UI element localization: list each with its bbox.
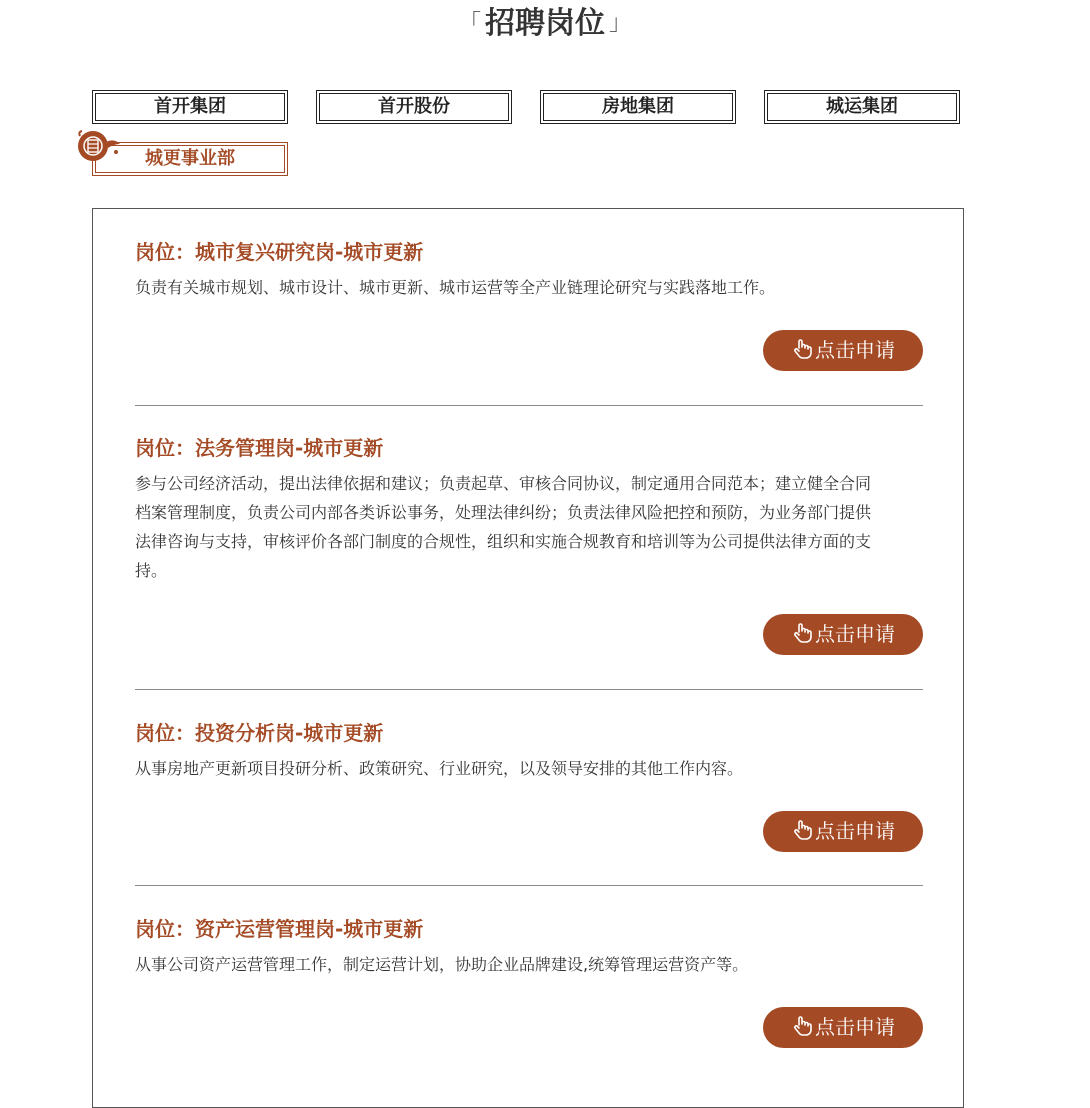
job-title: 岗位：法务管理岗-城市更新 — [135, 436, 384, 460]
apply-button[interactable] — [763, 330, 923, 371]
job-title: 岗位：资产运营管理岗-城市更新 — [135, 917, 424, 941]
job-description: 从事房地产更新项目投研分析、政策研究、行业研究，以及领导安排的其他工作内容。 — [135, 759, 744, 778]
apply-button[interactable] — [763, 811, 923, 852]
apply-button[interactable] — [763, 1007, 923, 1048]
job-description: 负责有关城市规划、城市设计、城市更新、城市运营等全产业链理论研究与实践落地工作。 — [135, 278, 776, 297]
job-item — [135, 433, 923, 585]
job-item — [135, 718, 923, 783]
job-description: 从事公司资产运营管理工作，制定运营计划，协助企业品牌建设,统筹管理运营资产等。 — [135, 955, 749, 974]
job-divider — [135, 885, 923, 886]
job-divider — [135, 405, 923, 406]
tab-city-operation-group[interactable]: 城运集团 — [764, 90, 960, 124]
hand-pointer-icon — [791, 819, 813, 841]
tab-shoukai-group[interactable]: 首开集团 — [92, 90, 288, 124]
job-list-card — [92, 208, 964, 1108]
tab-real-estate-group[interactable]: 房地集团 — [540, 90, 736, 124]
hand-pointer-icon — [791, 338, 813, 360]
page-title — [0, 2, 1090, 46]
job-item — [135, 914, 923, 979]
job-title: 岗位：投资分析岗-城市更新 — [135, 721, 384, 745]
page-title-text: 招聘岗位 — [485, 6, 605, 41]
apply-button-label: 点击申请 — [815, 622, 895, 646]
tab-shoukai-shares[interactable]: 首开股份 — [316, 90, 512, 124]
apply-button[interactable] — [763, 614, 923, 655]
seal-stamp-icon — [76, 128, 122, 166]
hand-pointer-icon — [791, 1015, 813, 1037]
apply-button-label: 点击申请 — [815, 1015, 895, 1039]
title-bracket-left: 「 — [458, 11, 481, 36]
job-divider — [135, 689, 923, 690]
job-item — [135, 237, 923, 302]
apply-button-label: 点击申请 — [815, 819, 895, 843]
tab-urban-renewal-division[interactable]: 城更事业部 — [92, 142, 288, 176]
apply-button-label: 点击申请 — [815, 338, 895, 362]
job-description: 参与公司经济活动，提出法律依据和建议；负责起草、审核合同协议，制定通用合同范本；建立健全合同档案管理制度，负责公司内部各类诉讼事务，处理法律纠纷；负责法律风险把控和预防，为业务部门提供法律咨询与支持，审核评价各部门制度的合规性，组织和实施合规教育和培训等为公司提供法律方面的支持。 — [135, 474, 872, 580]
title-bracket-right: 」 — [609, 11, 632, 36]
job-title: 岗位：城市复兴研究岗-城市更新 — [135, 240, 424, 264]
hand-pointer-icon — [791, 622, 813, 644]
